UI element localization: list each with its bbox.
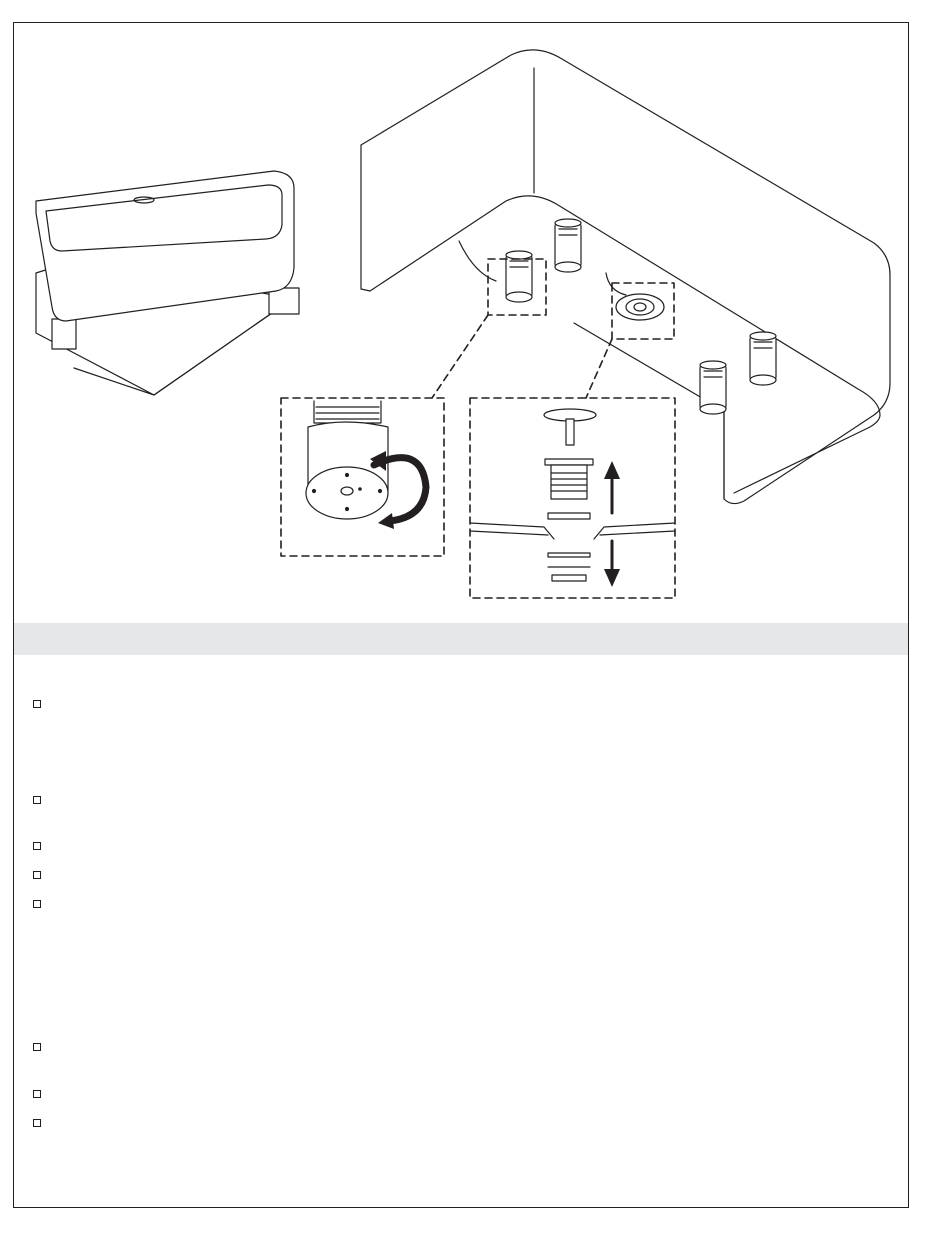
checklist-item — [33, 841, 49, 850]
checkbox-icon[interactable] — [33, 1090, 41, 1098]
checkbox-icon[interactable] — [33, 1119, 41, 1127]
checkbox-icon[interactable] — [33, 871, 41, 879]
adjustable-foot-icon — [555, 219, 581, 272]
checkbox-icon[interactable] — [33, 796, 41, 804]
up-arrow-icon — [604, 461, 620, 513]
checklist-item — [33, 1042, 49, 1051]
checklist-item — [33, 795, 49, 804]
checkbox-icon[interactable] — [33, 700, 41, 708]
bathtub-on-crate-icon — [36, 171, 299, 395]
drain-icon — [616, 294, 664, 320]
checklist-item — [33, 1089, 49, 1098]
installation-illustration — [14, 23, 910, 623]
drain-assembly-detail-icon — [470, 398, 675, 598]
checkbox-icon[interactable] — [33, 900, 41, 908]
checklist-item — [33, 870, 49, 879]
section-header-bar — [14, 623, 908, 655]
checkbox-icon[interactable] — [33, 842, 41, 850]
adjustable-foot-detail-icon — [281, 398, 444, 556]
bathtub-underside-icon — [361, 50, 890, 504]
adjustable-foot-icon — [750, 332, 776, 385]
checklist-item — [33, 1118, 49, 1127]
checkbox-icon[interactable] — [33, 1043, 41, 1051]
checklist-item — [33, 899, 49, 908]
page-frame — [13, 22, 909, 1208]
checklist-item — [33, 699, 49, 708]
adjustable-foot-icon — [700, 361, 726, 414]
down-arrow-icon — [604, 541, 620, 587]
